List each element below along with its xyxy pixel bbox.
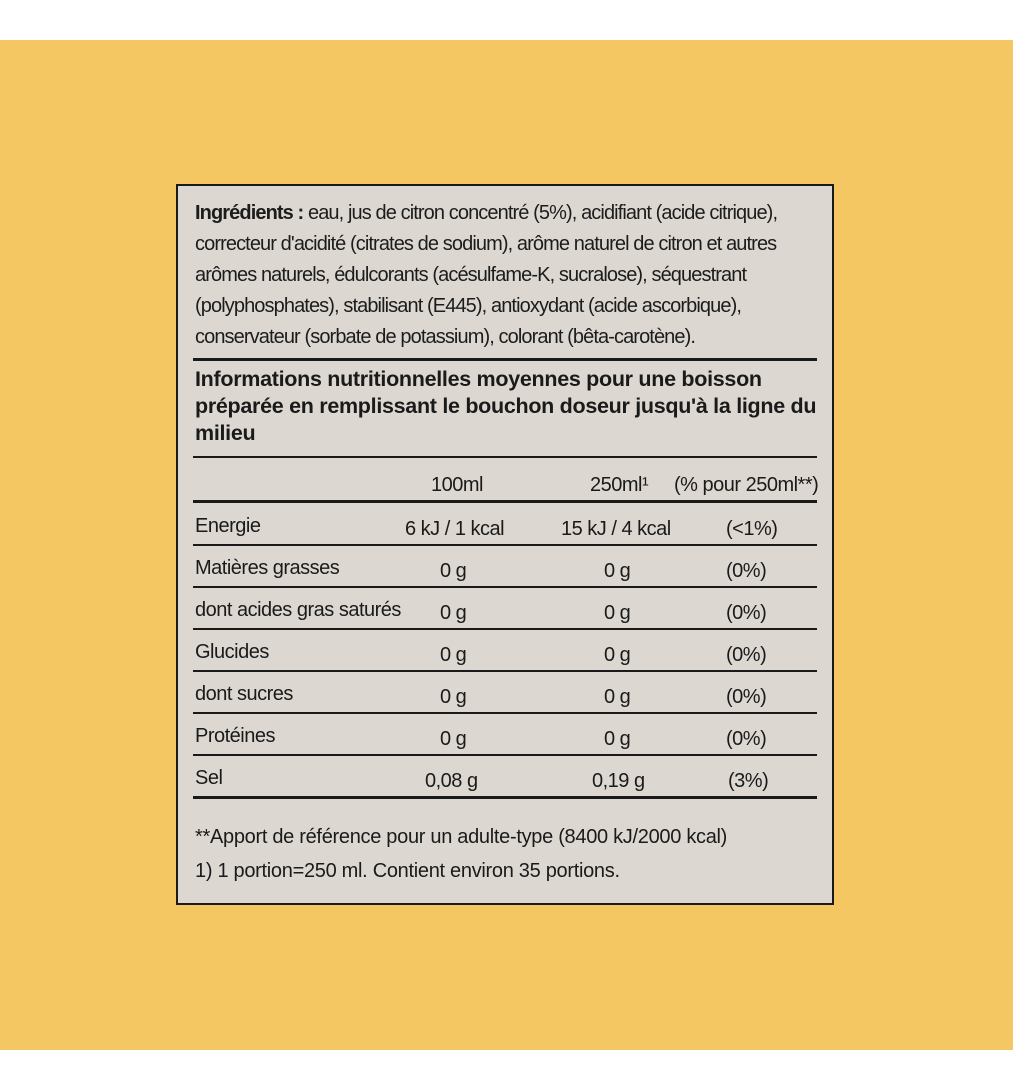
- row-value-100ml: 0 g: [440, 644, 467, 666]
- row-value-percent: (3%): [728, 770, 769, 792]
- divider-columns: [193, 500, 817, 503]
- row-value-percent: (0%): [726, 644, 767, 666]
- column-header-100ml: 100ml: [431, 474, 483, 496]
- row-name: Glucides: [195, 641, 269, 663]
- row-value-100ml: 0 g: [440, 686, 467, 708]
- footnote-reference-intake: **Apport de référence pour un adulte-type (8400 kJ/2000 kcal): [195, 826, 728, 848]
- nutrition-label-panel: [176, 184, 834, 905]
- row-divider: [193, 754, 817, 756]
- row-value-250ml: 0 g: [604, 686, 631, 708]
- row-value-250ml: 0 g: [604, 728, 631, 750]
- row-divider: [193, 628, 817, 630]
- ingredients-text: eau, jus de citron concentré (5%), acidifiant (acide citrique), correcteur d'acidité (citrates de sodium), arôme naturel de citron et autres arômes naturels, édulcorants (acésulfame-K, sucralose), séquestrant (polyphosphates), stabilisant (E445), antioxydant (acide ascorbique), conservateur (sorbate de potassium), colorant (bêta-carotène).: [195, 202, 778, 348]
- row-divider: [193, 670, 817, 672]
- row-value-100ml: 6 kJ / 1 kcal: [405, 518, 505, 540]
- row-value-percent: (0%): [726, 560, 767, 582]
- row-name: Energie: [195, 515, 261, 537]
- row-value-100ml: 0,08 g: [425, 770, 478, 792]
- row-value-250ml: 0 g: [604, 602, 631, 624]
- divider-bottom: [193, 796, 817, 799]
- column-header-250ml: 250ml¹: [590, 474, 649, 496]
- row-value-250ml: 15 kJ / 4 kcal: [561, 518, 671, 540]
- column-header-percent: (% pour 250ml**): [674, 474, 819, 496]
- row-value-percent: (0%): [726, 602, 767, 624]
- ingredients-paragraph: [195, 198, 835, 353]
- row-name: Matières grasses: [195, 557, 340, 579]
- row-divider: [193, 544, 817, 546]
- row-divider: [193, 712, 817, 714]
- row-value-100ml: 0 g: [440, 560, 467, 582]
- row-value-100ml: 0 g: [440, 602, 467, 624]
- row-value-250ml: 0 g: [604, 644, 631, 666]
- row-divider: [193, 586, 817, 588]
- row-name: dont sucres: [195, 683, 293, 705]
- row-name: Sel: [195, 767, 223, 789]
- nutrition-heading: Informations nutritionnelles moyennes pour une boisson préparée en remplissant le bouchon doseur jusqu'à la ligne du milieu: [195, 367, 817, 445]
- row-value-percent: (0%): [726, 728, 767, 750]
- row-value-250ml: 0 g: [604, 560, 631, 582]
- divider-heading: [193, 456, 817, 458]
- row-name: dont acides gras saturés: [195, 599, 401, 621]
- row-value-100ml: 0 g: [440, 728, 467, 750]
- row-value-250ml: 0,19 g: [592, 770, 645, 792]
- row-name: Protéines: [195, 725, 275, 747]
- ingredients-label: Ingrédients :: [195, 202, 304, 224]
- footnote-portion: 1) 1 portion=250 ml. Contient environ 35 portions.: [195, 860, 620, 882]
- row-value-percent: (0%): [726, 686, 767, 708]
- footnotes: [195, 820, 835, 888]
- row-value-percent: (<1%): [726, 518, 778, 540]
- divider-thick: [193, 358, 817, 361]
